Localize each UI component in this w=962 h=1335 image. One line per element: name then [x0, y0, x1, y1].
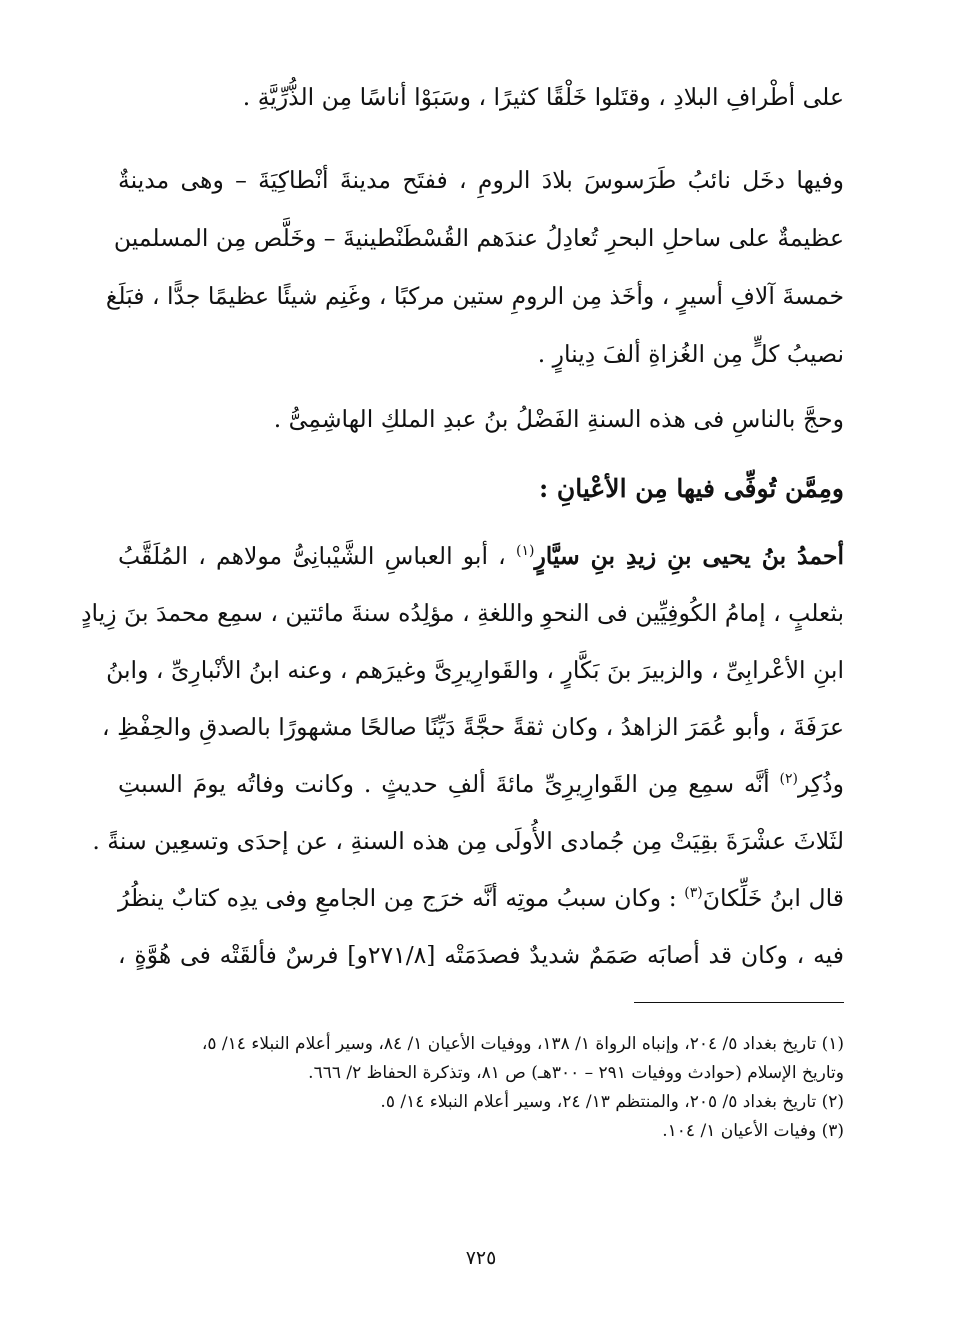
paragraph-3 [118, 402, 844, 436]
text-span: ، أبو العباسِ الشَّيْبانِىُّ مولاهم ، المُلَقَّبُ [118, 542, 506, 570]
footnote-line: (٢) تاريخ بغداد ٥/ ٢٠٥، والمنتظم ١٣/ ٢٤، وسير أعلام النبلاء ١٤/ ٥. [380, 1092, 844, 1112]
footnote-line: (٣) وفيات الأعيان ١/ ١٠٤. [662, 1121, 844, 1141]
footnote-ref-1: (١) [515, 543, 535, 560]
section-heading [118, 472, 844, 506]
biography-paragraph [81, 536, 844, 992]
text-line: ابنِ الأعْرابِىِّ ، والزبيرَ بنَ بَكَّارٍ ، والقَوارِيرِىَّ وغيرَهم ، وعنه ابنُ الأنْبارِىِّ ، وابنُ [106, 656, 844, 684]
text-span: أنَّه سمِع مِن القَوارِيرِىِّ مائةَ ألفِ حديثٍ . وكانت وفاتُه يومَ السبتِ [118, 770, 770, 798]
text-line [118, 536, 844, 593]
text-line: لثَلاثَ عشْرَةَ بقِيَتْ مِن جُمادى الأُولَى مِن هذه السنةِ ، عن إحدَى وتسعِين سنةً . [92, 827, 844, 855]
person-name: أحمدُ بنُ يحيى بنِ زيدِ بنِ سيَّارٍ [534, 542, 844, 570]
text-span: وذُكِر [798, 770, 844, 798]
text-line [118, 878, 844, 935]
text-line: بثعلبٍ ، إمامُ الكُوفِيِّين فى النحوِ واللغةِ ، مؤلِدُه سنةَ مائتين ، سمِع محمدَ بنَ زِيادٍ [81, 599, 844, 627]
footnote-line: (١) تاريخ بغداد ٥/ ٢٠٤، وإنباه الرواة ١/ ١٣٨، ووفيات الأعيان ١/ ٨٤، وسير أعلام النبلاء ١٤/ ٥، [201, 1034, 844, 1054]
paragraph-2 [105, 160, 844, 392]
text-line: على أطْرافِ البلادِ ، وقتَلوا خَلْقًا كثيرًا ، وسَبَوْا أناسًا مِن الذُّرِّيَّةِ . [242, 83, 844, 111]
text-line: وفيها دخَل نائبُ طَرَسوسَ بلادَ الرومِ ، ففتَح مدينةَ أنْطاكِيَةَ – وهى مدينةٌ [118, 166, 844, 194]
paragraph-1 [118, 80, 844, 114]
footnote-ref-3: (٣) [684, 885, 703, 902]
text-line: عظيمةٌ على ساحلِ البحرِ تُعادِلُ عندَهم القُسْطَنْطينيةَ – وخَلَّص مِن المسلمين [113, 224, 844, 252]
page-number: ٧٢٥ [465, 1247, 497, 1269]
footnote-separator [634, 1002, 844, 1003]
text-span: قال ابنُ خَلِّكانَ [702, 884, 844, 912]
text-line: نصيبُ كلٍّ مِن الغُزاةِ ألفَ دِينارٍ . [537, 340, 844, 368]
footnotes [118, 1030, 844, 1146]
text-line [118, 764, 844, 821]
text-line: عرَفَةَ ، وأبو عُمَرَ الزاهدُ ، وكان ثقةً حجَّةً دَيِّنًا صالحًا مشهورًا بالصدقِ والحِفْظِ ، [102, 713, 844, 741]
heading-text: ومِمَّن تُوفِّى فيها مِن الأعْيانِ : [538, 474, 844, 503]
text-line: وحجَّ بالناسِ فى هذه السنةِ الفَضْلُ بنُ عبدِ الملكِ الهاشِمِىُّ . [273, 405, 844, 433]
footnote-ref-2: (٢) [779, 771, 799, 788]
text-line: خمسةَ آلافِ أسيرٍ ، وأخَذ مِن الرومِ ستين مركبًا ، وغَنِم شيئًا عظيمًا جدًّا ، فبَلَغ [105, 282, 844, 310]
text-span: : وكان سببُ موتِه أنَّه خرَج مِن الجامعِ وفى يدِه كتابٌ ينظُرُ [118, 884, 677, 912]
footnote-line: وتاريخ الإسلام (حوادث ووفيات ٢٩١ – ٣٠٠هـ) ص ٨١، وتذكرة الحفاظ ٢/ ٦٦٦. [308, 1063, 844, 1083]
text-line: فيه ، وكان قد أصابَه صَمَمٌ شديدٌ فصدَمَتْه [٢٧١/٨و] فرسٌ فألقَتْه فى هُوَّةٍ ، [118, 941, 844, 969]
